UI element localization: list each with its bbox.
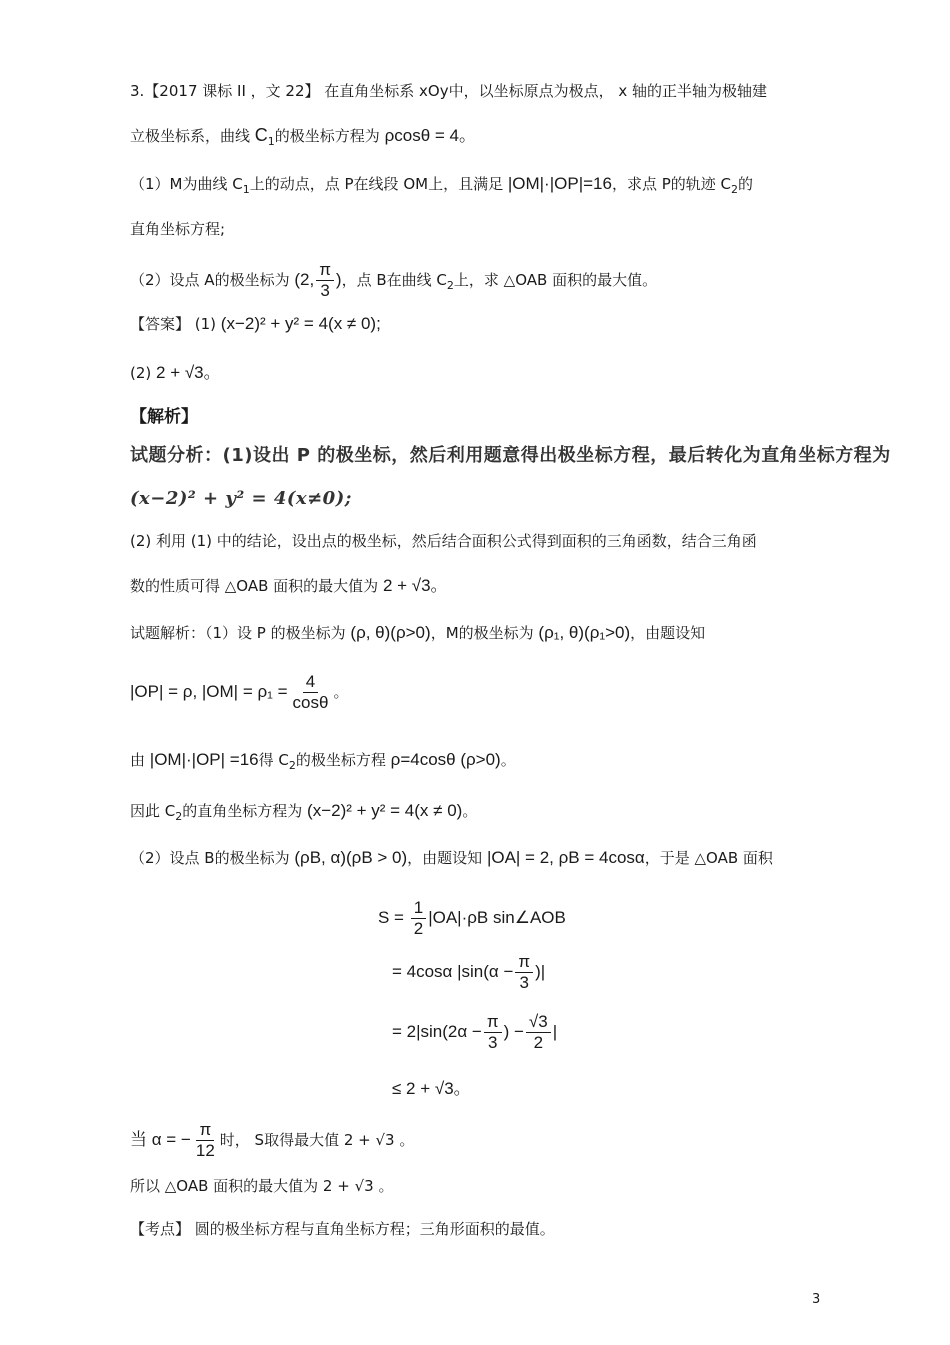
text: 的 xyxy=(738,175,754,193)
solution-polar-eq xyxy=(130,749,516,777)
denominator: 3 xyxy=(487,1033,498,1052)
question-title-line: 3.【2017 课标 II ，文 22】 在直角坐标系 xOy中，以坐标原点为极点， x 轴的正半轴为极轴建 xyxy=(130,82,768,100)
page-number: 3 xyxy=(812,1292,821,1307)
text: S = xyxy=(378,907,409,927)
fraction xyxy=(411,898,426,939)
subscript: 1 xyxy=(242,183,250,196)
numerator: π xyxy=(484,1012,502,1033)
denominator: 2 xyxy=(533,1033,544,1052)
answer-label: 【答案】 (1) xyxy=(130,315,221,333)
text: 。 xyxy=(333,683,349,701)
equation: (x−2)² + y² = 4(x ≠ 0) xyxy=(307,801,463,820)
equation: ρ=4cosθ (ρ>0) xyxy=(390,750,501,769)
analysis-heading xyxy=(130,406,198,428)
text: )| xyxy=(535,961,546,981)
heading: 【解析】 xyxy=(130,407,198,427)
text: |OA|·ρB sin∠AOB xyxy=(428,907,566,927)
area-formula-line-1 xyxy=(378,898,566,939)
text: ，由题设知 xyxy=(630,624,706,642)
curve-c1: C xyxy=(254,125,268,145)
text: 得 C xyxy=(258,751,289,769)
equation: (ρB, α)(ρB > 0) xyxy=(294,848,408,867)
subquestion-2 xyxy=(130,260,657,301)
paragraph-2-line-2 xyxy=(130,575,448,597)
numerator: π xyxy=(316,260,334,281)
text: 时， S取得最大值 2 + √3 。 xyxy=(219,1131,415,1149)
text: 试题分析：(1)设出 P 的极坐标，然后利用题意得出极坐标方程，最后转化为直角坐标方程为 xyxy=(130,445,891,466)
text: 。 xyxy=(500,751,516,769)
label: 【考点】 xyxy=(130,1220,191,1238)
text: = 2|sin(2α − xyxy=(392,1021,482,1041)
question-header xyxy=(130,80,767,102)
subscript: 1 xyxy=(267,135,275,148)
analysis-line-1 xyxy=(130,445,891,467)
subquestion-1 xyxy=(130,173,753,201)
analysis-line-2 xyxy=(130,488,352,510)
test-point xyxy=(130,1218,555,1240)
text: 圆的极坐标方程与直角坐标方程；三角形面积的最值。 xyxy=(190,1220,555,1238)
area-formula-line-2 xyxy=(392,952,545,993)
text: ，于是 △OAB 面积 xyxy=(644,849,773,867)
numerator: √3 xyxy=(526,1012,551,1033)
subscript: 2 xyxy=(731,183,739,196)
equation: (ρ, θ)(ρ>0) xyxy=(350,623,431,642)
text: ，点 B在曲线 C xyxy=(341,271,447,289)
conclusion xyxy=(130,1175,393,1197)
max-condition xyxy=(130,1120,414,1161)
fraction xyxy=(290,672,332,713)
answer-2 xyxy=(130,362,221,384)
text: 的直角坐标方程为 xyxy=(182,802,308,820)
numerator: π xyxy=(515,952,533,973)
solution-part-2 xyxy=(130,847,773,869)
equation: 2 + √3。 xyxy=(382,576,448,595)
equation: (x−2)² + y² = 4(x ≠ 0); xyxy=(220,314,381,333)
text: = 4cosα |sin(α − xyxy=(392,961,514,981)
numerator: π xyxy=(196,1120,214,1141)
equation: (x−2)² + y² = 4(x≠0); xyxy=(130,488,352,509)
fraction xyxy=(484,1012,502,1053)
question-line-2 xyxy=(130,124,476,153)
equation: |OM|·|OP| =16 xyxy=(149,750,259,769)
solution-op-om xyxy=(130,672,348,713)
denominator: 2 xyxy=(413,919,424,938)
text: ) − xyxy=(503,1021,524,1041)
text: | xyxy=(552,1021,558,1041)
area-formula-line-3 xyxy=(392,1012,557,1053)
subquestion-1-line-2 xyxy=(130,218,225,240)
text: ，求点 P的轨迹 C xyxy=(611,175,732,193)
text: (2) xyxy=(130,364,157,382)
area-formula-line-4 xyxy=(392,1074,471,1099)
text: 当 α = − xyxy=(130,1130,191,1149)
text: （2）设点 B的极坐标为 xyxy=(130,849,295,867)
text: 立极坐标系，曲线 xyxy=(130,127,255,145)
text: 上的动点，点 P在线段 OM上，且满足 xyxy=(249,175,508,193)
equation: |OA| = 2, ρB = 4cosα xyxy=(486,848,645,867)
text: 所以 △OAB 面积的最大值为 2 + √3 。 xyxy=(130,1177,394,1195)
paragraph-2-line-1 xyxy=(130,530,757,552)
text: 的极坐标方程为 xyxy=(274,127,385,145)
coord: ) xyxy=(335,270,342,289)
text: 上，求 △OAB 面积的最大值。 xyxy=(453,271,658,289)
fraction xyxy=(316,260,334,301)
text: （2）设点 A的极坐标为 xyxy=(130,271,295,289)
solution-cartesian-eq xyxy=(130,800,477,828)
equation: |OM|·|OP|=16 xyxy=(507,174,612,193)
text: 因此 C xyxy=(130,802,176,820)
equation: ρcosθ = 4。 xyxy=(384,126,476,145)
denominator: 3 xyxy=(320,281,330,300)
denominator: 12 xyxy=(195,1141,215,1160)
subscript: 2 xyxy=(446,279,454,292)
text: 数的性质可得 △OAB 面积的最大值为 xyxy=(130,577,383,595)
text: ≤ 2 + √3。 xyxy=(392,1079,471,1098)
fraction xyxy=(526,1012,551,1053)
denominator: 3 xyxy=(519,973,529,992)
text: 试题解析：（1）设 P 的极坐标为 xyxy=(130,624,351,642)
numerator: 4 xyxy=(303,672,318,693)
equation: (ρ₁, θ)(ρ₁>0) xyxy=(538,623,631,642)
text: 的极坐标方程 xyxy=(295,751,391,769)
text: 由 xyxy=(130,751,150,769)
denominator: cosθ xyxy=(292,693,329,712)
numerator: 1 xyxy=(411,898,426,919)
solution-line-1 xyxy=(130,622,705,644)
text: (2) 利用 (1) 中的结论，设出点的极坐标，然后结合面积公式得到面积的三角函数，结合三角函 xyxy=(130,532,757,550)
equation: 2 + √3。 xyxy=(156,363,221,382)
fraction xyxy=(193,1120,218,1161)
text: 直角坐标方程; xyxy=(130,220,226,238)
subscript: 2 xyxy=(288,759,296,772)
text: ，由题设知 xyxy=(407,849,487,867)
text: （1）M为曲线 C xyxy=(130,175,243,193)
fraction xyxy=(515,952,533,993)
subscript: 2 xyxy=(175,810,183,823)
answer-1 xyxy=(130,313,381,335)
coord: (2, xyxy=(294,270,315,289)
text: 。 xyxy=(462,802,478,820)
equation: |OP| = ρ, |OM| = ρ₁ = xyxy=(130,682,288,701)
text: ，M的极坐标为 xyxy=(430,624,539,642)
